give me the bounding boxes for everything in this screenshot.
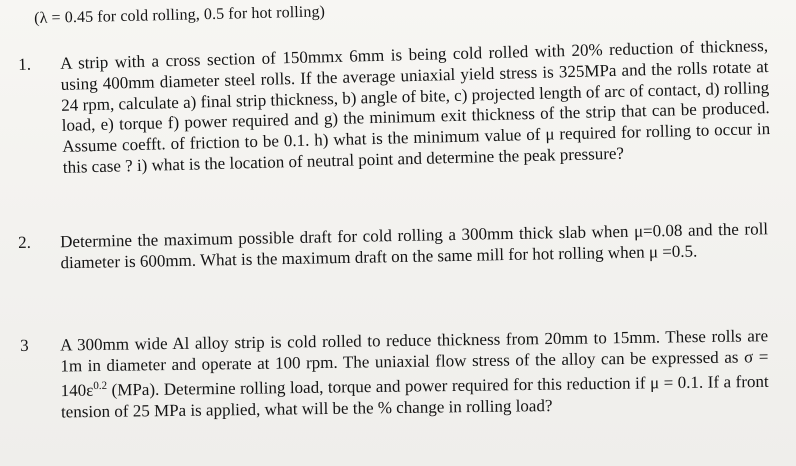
question-number: 2.: [18, 232, 32, 252]
strain-exponent: 0.2: [93, 380, 108, 393]
question-2: [18, 219, 769, 274]
question-text: Determine the maximum possible draft for cold rolling a 300mm thick slab when μ=0.08 and the roll diameter is 600mm. What is the maximum draft on the same mill for hot rolling when μ =0.5.: [59, 219, 769, 272]
lambda-note: (λ = 0.45 for cold rolling, 0.5 for hot rolling): [34, 3, 326, 27]
question-text-part: A 300mm wide Al alloy strip is cold rolled to reduce thickness from 20mm to 15mm. These rolls are 1m in diameter and operate at 100 rpm. The uniaxial flow stress of the alloy can be expressed as σ = 140ε: [59, 326, 769, 401]
question-text: A strip with a cross section of 150mmx 6mm is being cold rolled with 20% reduction of thickness, using 400mm diameter steel rolls. If the average uniaxial yield stress is 325MPa and the rolls rotate at 24 rpm, calculate a) final strip thickness, b) angle of bite, c) projected length of arc of contact, d) rolling load, e) torque f) power required and g) the minimum exit thickness of the strip that can be produced. Assume coefft. of friction to be 0.1. h) what is the minimum value of μ required for rolling to occur in this case ? i) what is the location of neutral point and determine the peak pressure?: [59, 36, 771, 177]
question-3: [18, 326, 769, 423]
question-number: 3: [19, 335, 29, 355]
question-text: [60, 326, 769, 423]
question-1: [18, 36, 771, 180]
question-number: 1.: [18, 54, 32, 74]
question-text-part: (MPa). Determine rolling load, torque and power required for this reduction if μ = 0.1. If a front tension of 25 MPa is applied, what will be the % change in rolling load?: [60, 372, 769, 422]
